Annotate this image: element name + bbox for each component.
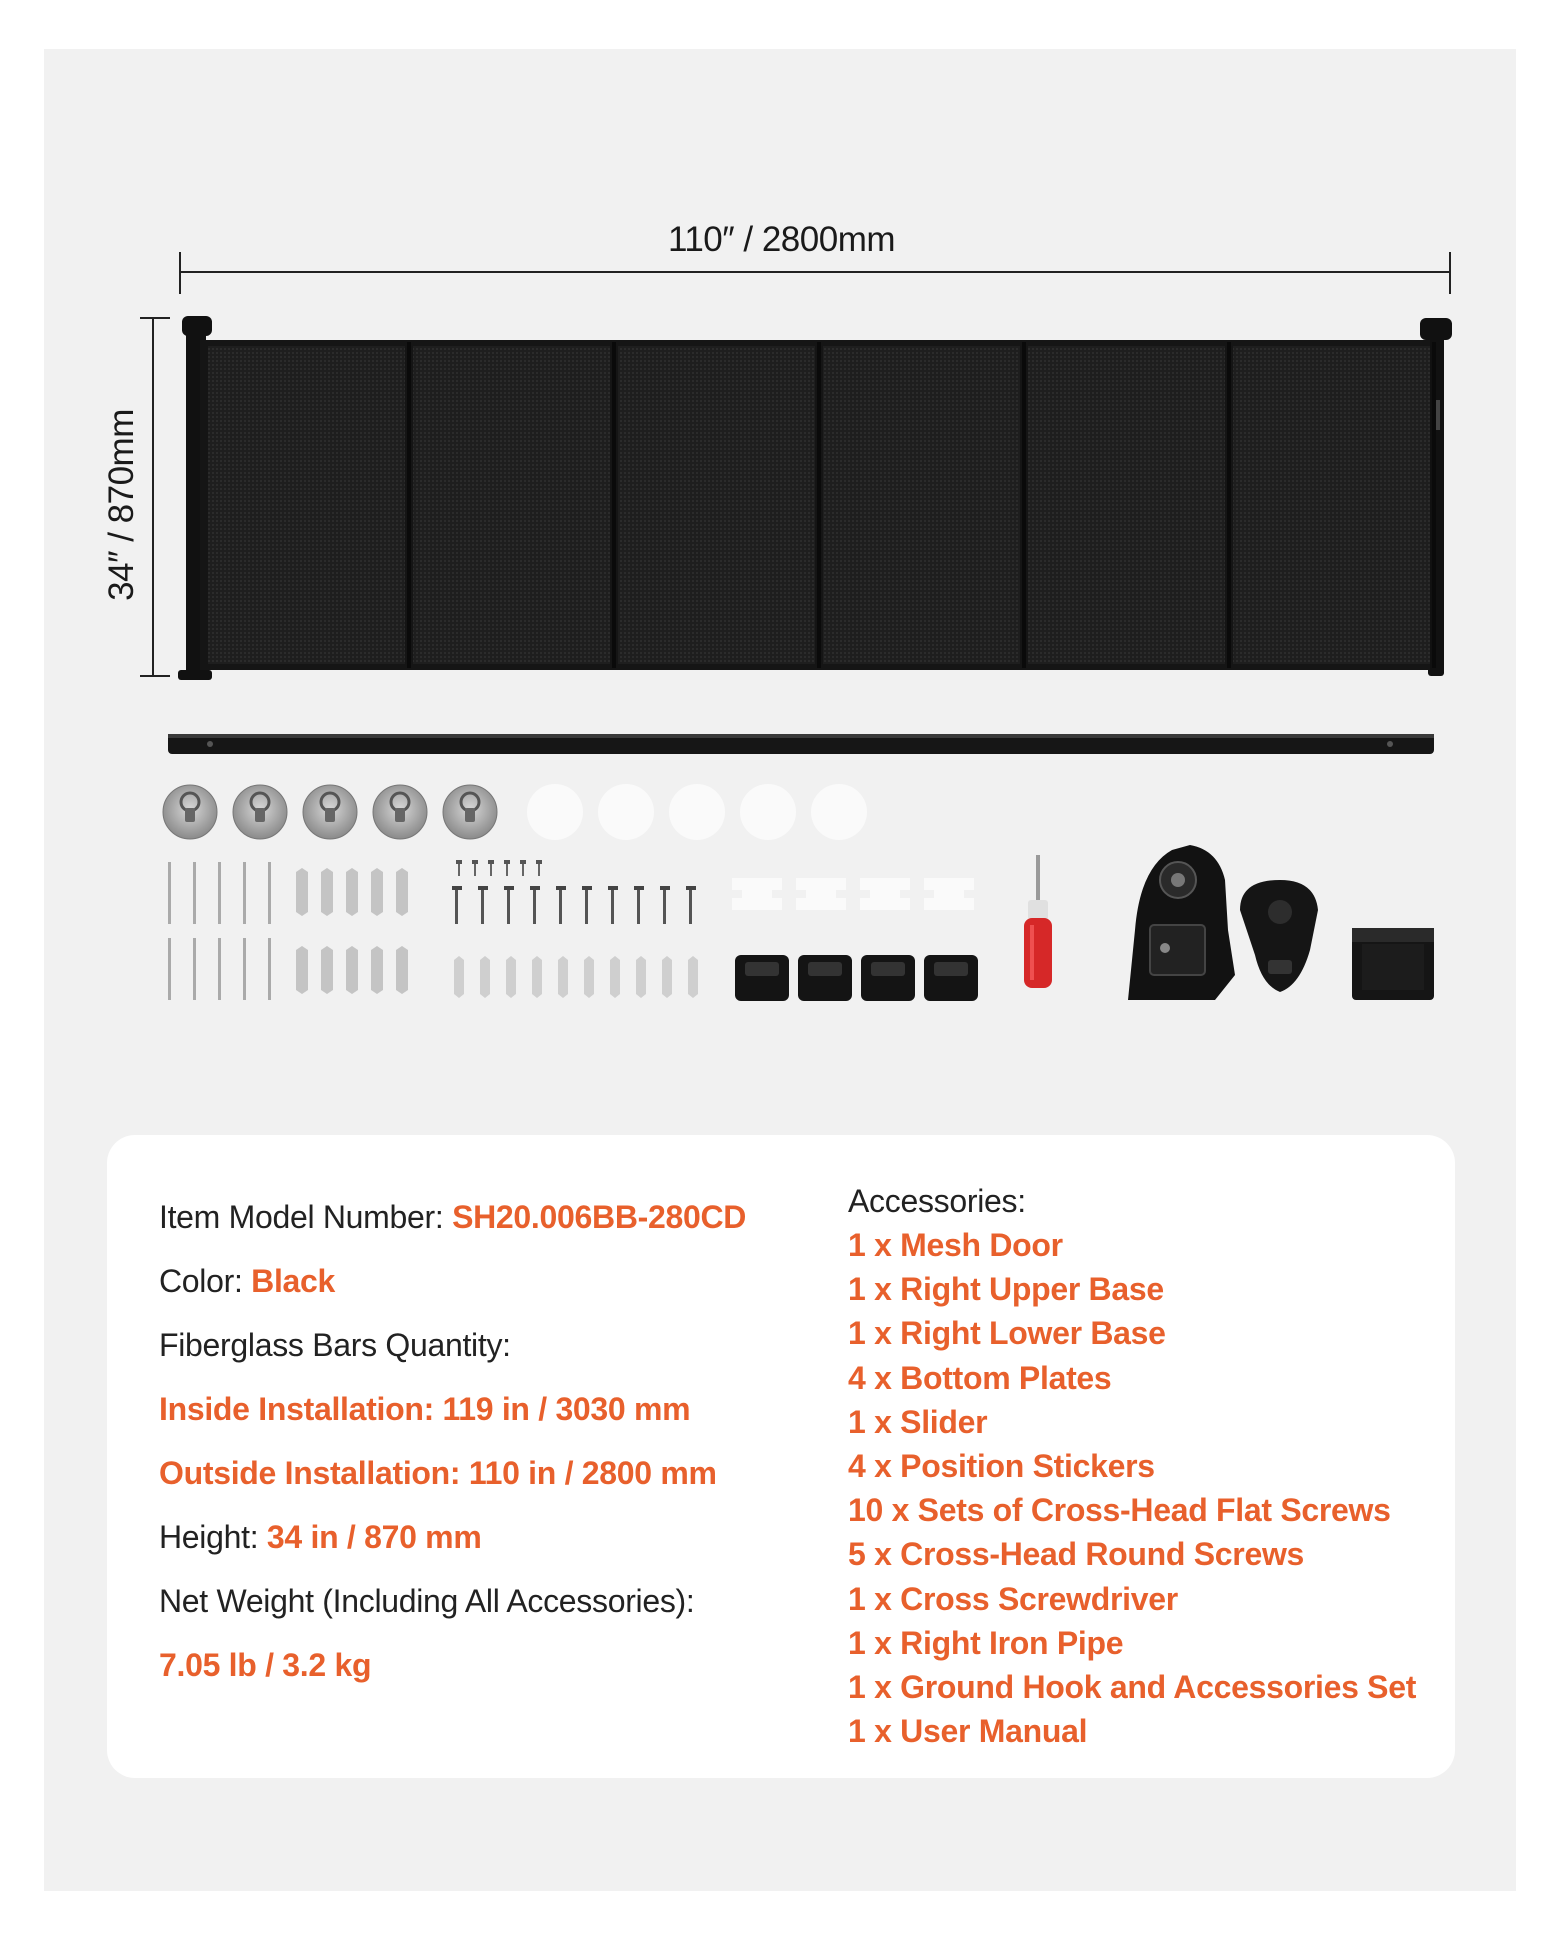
height-dimension-line bbox=[140, 318, 170, 676]
small-screw bbox=[504, 860, 510, 864]
mesh-panel bbox=[1233, 346, 1430, 664]
flat-screw bbox=[608, 886, 618, 890]
small-anchor bbox=[480, 956, 490, 998]
sliders bbox=[732, 878, 974, 910]
cross-screwdriver bbox=[1024, 855, 1052, 988]
small-screw-shaft bbox=[490, 864, 492, 876]
spec-card bbox=[107, 1135, 1455, 1778]
accessory-item: 4 x Position Stickers bbox=[848, 1448, 1155, 1485]
flat-screw-shaft bbox=[637, 890, 640, 924]
bottom-plates bbox=[735, 955, 978, 1001]
mesh-panel bbox=[208, 346, 405, 664]
accessories-title: Accessories: bbox=[848, 1183, 1026, 1219]
small-anchor bbox=[558, 956, 568, 998]
flat-screw-shaft bbox=[481, 890, 484, 924]
wall-anchor bbox=[296, 946, 308, 994]
flat-screw bbox=[478, 886, 488, 890]
flat-screw bbox=[504, 886, 514, 890]
accessory-item: 1 x Cross Screwdriver bbox=[848, 1580, 1178, 1617]
mesh-panel bbox=[413, 346, 610, 664]
long-screw bbox=[168, 938, 171, 1000]
wall-anchor bbox=[396, 868, 408, 916]
small-screw-shaft bbox=[458, 864, 460, 876]
bottom-plate bbox=[924, 955, 978, 1001]
long-screw bbox=[193, 938, 196, 1000]
slider bbox=[860, 878, 910, 910]
right-lower-base bbox=[1240, 880, 1318, 992]
small-anchor bbox=[506, 956, 516, 998]
small-screw bbox=[472, 860, 478, 864]
small-anchor bbox=[636, 956, 646, 998]
small-screw bbox=[488, 860, 494, 864]
flat-screw bbox=[582, 886, 592, 890]
flat-screw-shaft bbox=[689, 890, 692, 924]
accessory-item: 1 x Ground Hook and Accessories Set bbox=[848, 1669, 1417, 1706]
slider bbox=[924, 878, 974, 910]
long-screw bbox=[193, 862, 196, 924]
long-screw bbox=[218, 862, 221, 924]
screws-set bbox=[168, 860, 698, 1000]
wall-anchor bbox=[346, 946, 358, 994]
net-weight-value: 7.05 lb / 3.2 kg bbox=[159, 1647, 372, 1683]
model-number-line bbox=[159, 1185, 799, 1249]
small-screw-shaft bbox=[474, 864, 476, 876]
height-line bbox=[159, 1505, 799, 1569]
flat-screw bbox=[660, 886, 670, 890]
mesh-gate bbox=[178, 316, 1452, 680]
ground-hook bbox=[303, 785, 357, 839]
ground-hooks bbox=[163, 785, 497, 839]
ground-hook bbox=[373, 785, 427, 839]
outside-installation: Outside Installation: 110 in / 2800 mm bbox=[159, 1455, 717, 1491]
small-screw-shaft bbox=[538, 864, 540, 876]
wall-anchor bbox=[396, 946, 408, 994]
wall-anchor bbox=[346, 868, 358, 916]
mesh-panel bbox=[823, 346, 1020, 664]
flat-screw-shaft bbox=[663, 890, 666, 924]
slider bbox=[732, 878, 782, 910]
position-sticker bbox=[811, 784, 867, 840]
small-screw-shaft bbox=[522, 864, 524, 876]
flat-screw-shaft bbox=[455, 890, 458, 924]
specs-column bbox=[159, 1185, 799, 1697]
flat-screw-shaft bbox=[585, 890, 588, 924]
flat-screw bbox=[452, 886, 462, 890]
long-screw bbox=[168, 862, 171, 924]
bars-quantity-label: Fiberglass Bars Quantity: bbox=[159, 1327, 511, 1363]
flat-screw bbox=[530, 886, 540, 890]
color-label: Color: bbox=[159, 1263, 252, 1299]
accessory-item: 4 x Bottom Plates bbox=[848, 1359, 1112, 1396]
bottom-plate bbox=[735, 955, 789, 1001]
net-weight-label: Net Weight (Including All Accessories): bbox=[159, 1583, 695, 1619]
flat-screw-shaft bbox=[533, 890, 536, 924]
small-screw bbox=[456, 860, 462, 864]
long-screw bbox=[268, 862, 271, 924]
flat-screw-shaft bbox=[559, 890, 562, 924]
bottom-plate bbox=[861, 955, 915, 1001]
wall-anchor bbox=[296, 868, 308, 916]
small-screw bbox=[520, 860, 526, 864]
position-sticker bbox=[740, 784, 796, 840]
flat-screw bbox=[634, 886, 644, 890]
height-dimension-label: 34″ / 870mm bbox=[102, 409, 141, 601]
flat-screw-shaft bbox=[507, 890, 510, 924]
color-value: Black bbox=[251, 1263, 336, 1299]
long-screw bbox=[243, 862, 246, 924]
accessories-column bbox=[848, 1179, 1448, 1753]
small-screw bbox=[536, 860, 542, 864]
position-stickers bbox=[527, 784, 867, 840]
small-anchor bbox=[610, 956, 620, 998]
wall-anchor bbox=[321, 946, 333, 994]
wall-anchor bbox=[321, 868, 333, 916]
position-sticker bbox=[669, 784, 725, 840]
model-number-label: Item Model Number: bbox=[159, 1199, 453, 1235]
inside-installation: Inside Installation: 119 in / 3030 mm bbox=[159, 1391, 691, 1427]
height-value: 34 in / 870 mm bbox=[266, 1519, 482, 1555]
small-anchor bbox=[454, 956, 464, 998]
mesh-panel bbox=[618, 346, 815, 664]
long-screw bbox=[218, 938, 221, 1000]
position-sticker bbox=[598, 784, 654, 840]
small-anchor bbox=[532, 956, 542, 998]
accessory-item: 10 x Sets of Cross-Head Flat Screws bbox=[848, 1492, 1391, 1529]
slider bbox=[796, 878, 846, 910]
iron-pipe bbox=[168, 734, 1434, 754]
long-screw bbox=[268, 938, 271, 1000]
model-number-value: SH20.006BB-280CD bbox=[452, 1199, 747, 1235]
bottom-plate bbox=[798, 955, 852, 1001]
accessory-item: 1 x Right Iron Pipe bbox=[848, 1624, 1124, 1661]
accessory-item: 1 x Right Upper Base bbox=[848, 1271, 1164, 1308]
accessory-item: 1 x Slider bbox=[848, 1403, 988, 1440]
accessory-item: 1 x Right Lower Base bbox=[848, 1315, 1166, 1352]
flat-screw-shaft bbox=[611, 890, 614, 924]
accessories-list bbox=[848, 1223, 1448, 1753]
mesh-panel bbox=[1028, 346, 1225, 664]
ground-hook bbox=[163, 785, 217, 839]
small-anchor bbox=[688, 956, 698, 998]
small-anchor bbox=[662, 956, 672, 998]
accessory-item: 5 x Cross-Head Round Screws bbox=[848, 1536, 1305, 1573]
color-line bbox=[159, 1249, 799, 1313]
small-anchor bbox=[584, 956, 594, 998]
width-dimension-line bbox=[180, 252, 1450, 294]
position-sticker bbox=[527, 784, 583, 840]
ground-hook bbox=[443, 785, 497, 839]
small-screw-shaft bbox=[506, 864, 508, 876]
long-screw bbox=[243, 938, 246, 1000]
flat-screw bbox=[686, 886, 696, 890]
flat-screw bbox=[556, 886, 566, 890]
right-upper-base bbox=[1128, 845, 1235, 1000]
wall-anchor bbox=[371, 868, 383, 916]
ground-hook bbox=[233, 785, 287, 839]
slider-block bbox=[1352, 928, 1434, 1000]
accessory-item: 1 x Mesh Door bbox=[848, 1227, 1063, 1263]
width-dimension-label: 110″ / 2800mm bbox=[667, 220, 896, 259]
accessory-item: 1 x User Manual bbox=[848, 1713, 1088, 1750]
wall-anchor bbox=[371, 946, 383, 994]
height-label: Height: bbox=[159, 1519, 267, 1555]
